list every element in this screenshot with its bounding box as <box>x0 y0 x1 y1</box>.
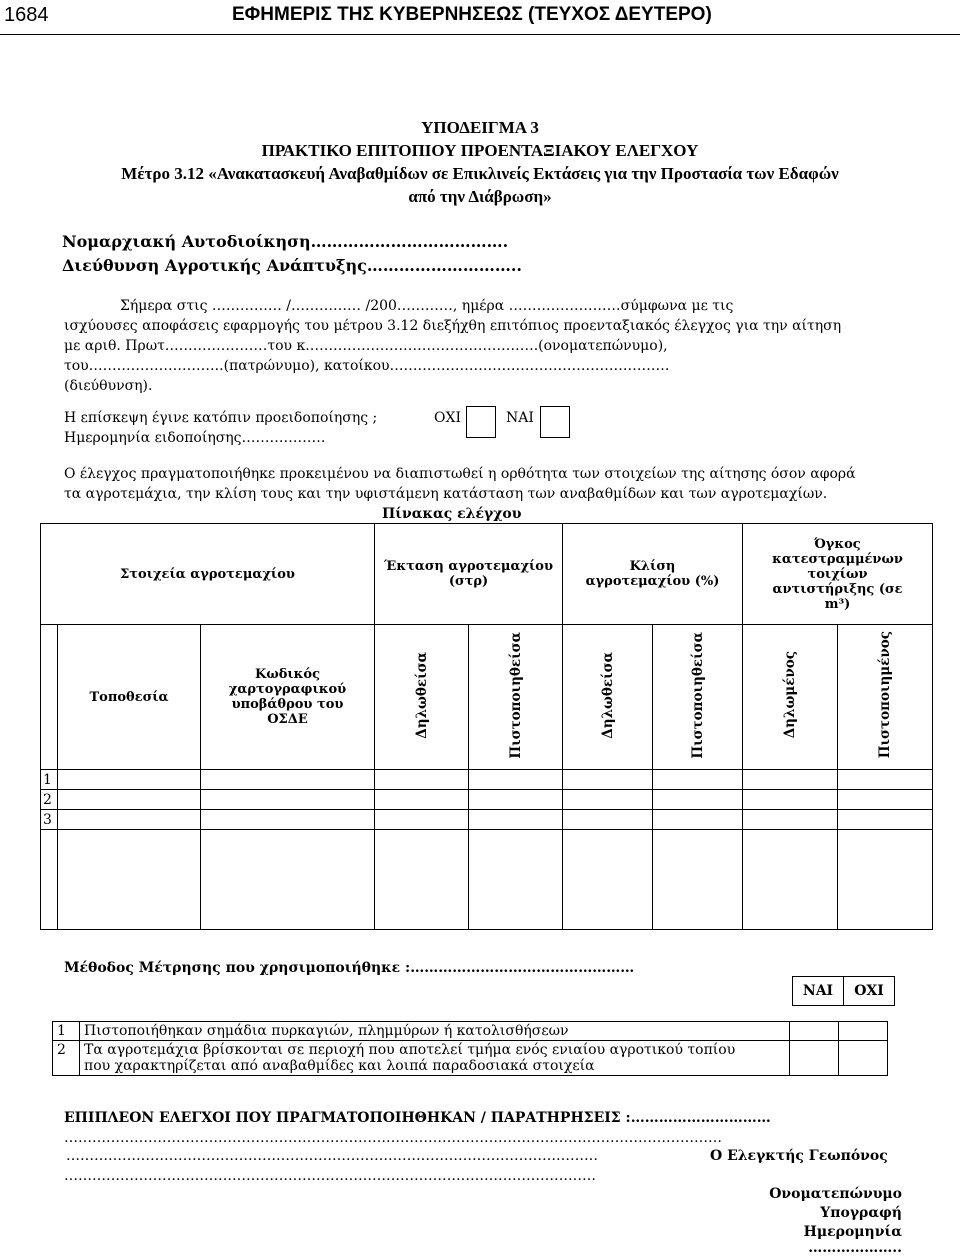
cell[interactable] <box>58 830 201 930</box>
signature-sign-label: Υπογραφή <box>820 1205 902 1221</box>
measure-line-1: Μέτρο 3.12 «Ανακατασκευή Αναβαθμίδων σε Επικλινείς Εκτάσεις για την Προστασία των Εδαφών <box>121 164 839 183</box>
cell[interactable] <box>201 810 375 830</box>
intro-line-3: με αριθ. Πρωτ.…………………του κ.………………………………………….(ονοματεπώνυμο), <box>64 338 668 354</box>
cell[interactable] <box>838 770 933 790</box>
measure-line-2: από την Διάβρωση» <box>408 187 552 206</box>
model-label: ΥΠΟΔΕΙΓΜΑ 3 <box>421 118 539 137</box>
cell[interactable] <box>653 770 743 790</box>
cell[interactable] <box>563 830 653 930</box>
cell[interactable] <box>375 790 469 810</box>
cell[interactable] <box>653 790 743 810</box>
notice-date: Ημερομηνία ειδοποίησης……………… <box>64 430 326 446</box>
location-header: Τοποθεσία <box>58 625 201 770</box>
notice-no-label: ΟΧΙ <box>434 410 461 426</box>
statement-no-cell[interactable] <box>839 1041 888 1076</box>
row-number: 1 <box>41 770 58 790</box>
table-row <box>41 810 933 830</box>
method-label: Μέθοδος Μέτρησης που χρησιμοποιήθηκε :………………………………………… <box>64 960 635 976</box>
statement-yes-cell[interactable] <box>790 1022 839 1041</box>
group-slope-header: Κλίση αγροτεμαχίου (%) <box>563 524 743 625</box>
purpose-line-1: Ο έλεγχος πραγματοποιήθηκε προκειμένου να διαπιστωθεί η ορθότητα των στοιχείων της αίτησης όσον αφορά <box>64 466 856 482</box>
yes-column-label: ΝΑΙ <box>793 977 844 1006</box>
cell[interactable] <box>58 790 201 810</box>
cell[interactable] <box>838 810 933 830</box>
cell[interactable] <box>838 790 933 810</box>
cell[interactable] <box>653 830 743 930</box>
cell[interactable] <box>469 770 563 790</box>
volume-declared-header: Δηλωμένος <box>743 625 838 770</box>
directorate-label: Διεύθυνση Αγροτικής Ανάπτυξης……………………….. <box>62 256 522 275</box>
inspector-label: Ο Ελεγκτής Γεωπόνος <box>710 1148 888 1164</box>
cell[interactable] <box>563 810 653 830</box>
cell[interactable] <box>201 770 375 790</box>
notice-yes-checkbox[interactable] <box>540 406 570 438</box>
cell[interactable] <box>653 810 743 830</box>
signature-dots: ……………….. <box>808 1240 902 1256</box>
control-table <box>40 523 933 930</box>
group-parcel-header: Στοιχεία αγροτεμαχίου <box>41 524 375 625</box>
cell[interactable] <box>743 830 838 930</box>
document-heading: ΠΡΑΚΤΙΚΟ ΕΠΙΤΟΠΙΟΥ ΠΡΟΕΝΤΑΞΙΑΚΟΥ ΕΛΕΓΧΟΥ <box>261 141 699 160</box>
cell[interactable] <box>469 810 563 830</box>
intro-line-1: Σήμερα στις …………… /…………… /200…………, ημέρα ……………………σύμφωνα με τις <box>120 298 734 314</box>
group-area-header: Έκταση αγροτεμαχίου (στρ) <box>375 524 563 625</box>
signature-date-label: Ημερομηνία <box>803 1224 902 1240</box>
statements-table <box>52 1021 888 1076</box>
area-certified-header: Πιστοποιηθείσα <box>469 625 563 770</box>
extra-controls-label: ΕΠΙΠΛΕΟΝ ΕΛΕΓΧΟΙ ΠΟΥ ΠΡΑΓΜΑΤΟΠΟΙΗΘΗΚΑΝ / ΠΑΡΑΤΗΡΗΣΕΙΣ :………………………… <box>64 1110 771 1126</box>
cell[interactable] <box>375 810 469 830</box>
statement-no-cell[interactable] <box>839 1022 888 1041</box>
row-number-header <box>41 625 58 770</box>
statement-number: 2 <box>53 1041 80 1076</box>
intro-line-2: ισχύουσες αποφάσεις εφαρμογής του μέτρου 3.12 διεξήχθη επιτόπιος προενταξιακός έλεγχος για την αίτηση <box>64 318 842 334</box>
statement-text: Πιστοποιήθηκαν σημάδια πυρκαγιών, πλημμύρων ή κατολισθήσεων <box>80 1022 790 1041</box>
page-header <box>0 0 960 35</box>
notice-no-checkbox[interactable] <box>466 406 496 438</box>
table-row <box>41 790 933 810</box>
statement-row <box>53 1041 888 1076</box>
cell[interactable] <box>743 790 838 810</box>
intro-line-4: του………………………..(πατρώνυμο), κατοίκου…………………………………………………… <box>64 358 670 374</box>
table-row-blank <box>41 830 933 930</box>
prefecture-label: Νομαρχιακή Αυτοδιοίκηση………………………………. <box>62 232 509 251</box>
cell[interactable] <box>375 830 469 930</box>
notice-yes-label: ΝΑΙ <box>506 410 534 426</box>
cell[interactable] <box>58 810 201 830</box>
cell[interactable] <box>201 790 375 810</box>
cell[interactable] <box>743 770 838 790</box>
control-table-title: Πίνακας ελέγχου <box>382 506 522 522</box>
group-volume-header: Όγκος κατεστραμμένων τοιχίων αντιστήριξης (σε m³) <box>743 524 933 625</box>
cell[interactable] <box>563 770 653 790</box>
statement-text: Τα αγροτεμάχια βρίσκονται σε περιοχή που αποτελεί τμήμα ενός ενιαίου αγροτικού τοπίου που χαρακτηρίζεται από αναβαθμίδες και λοιπά παραδοσιακά στοιχεία <box>80 1041 790 1076</box>
statement-yes-cell[interactable] <box>790 1041 839 1076</box>
volume-certified-header: Πιστοποιημένος <box>838 625 933 770</box>
signature-name-label: Ονοματεπώνυμο <box>769 1186 902 1202</box>
notice-question: Η επίσκεψη έγινε κατόπιν προειδοποίησης ; <box>64 410 378 426</box>
extra-line-4: …………………………………………………………………………………………………… <box>64 1168 596 1184</box>
table-row <box>41 770 933 790</box>
cell[interactable] <box>58 770 201 790</box>
statement-row <box>53 1022 888 1041</box>
cell[interactable] <box>469 830 563 930</box>
slope-certified-header: Πιστοποιηθείσα <box>653 625 743 770</box>
intro-line-5: (διεύθυνση). <box>64 378 153 394</box>
no-column-label: ΟΧΙ <box>844 977 895 1006</box>
page-number: 1684 <box>4 4 49 26</box>
code-header: Κωδικός χαρτογραφικού υποβάθρου του ΟΣΔΕ <box>201 625 375 770</box>
row-number: 2 <box>41 790 58 810</box>
row-number: 3 <box>41 810 58 830</box>
extra-line-3: …………………………………………………………………………………………………… <box>66 1148 598 1164</box>
cell[interactable] <box>469 790 563 810</box>
slope-declared-header: Δηλωθείσα <box>563 625 653 770</box>
statement-number: 1 <box>53 1022 80 1041</box>
cell[interactable] <box>563 790 653 810</box>
gazette-title: ΕΦΗΜΕΡΙΣ ΤΗΣ ΚΥΒΕΡΝΗΣΕΩΣ (ΤΕΥΧΟΣ ΔΕΥΤΕΡΟ) <box>232 4 712 25</box>
area-declared-header: Δηλωθείσα <box>375 625 469 770</box>
cell[interactable] <box>743 810 838 830</box>
purpose-line-2: τα αγροτεμάχια, την κλίση τους και την υφιστάμενη κατάσταση των αναβαθμίδων και των αγροτεμαχίων. <box>64 486 828 502</box>
yes-no-header <box>792 976 895 1006</box>
extra-line-2: …………………………………………………………………………………………………………………………… <box>64 1130 722 1146</box>
cell <box>41 830 58 930</box>
cell[interactable] <box>201 830 375 930</box>
cell[interactable] <box>375 770 469 790</box>
cell[interactable] <box>838 830 933 930</box>
